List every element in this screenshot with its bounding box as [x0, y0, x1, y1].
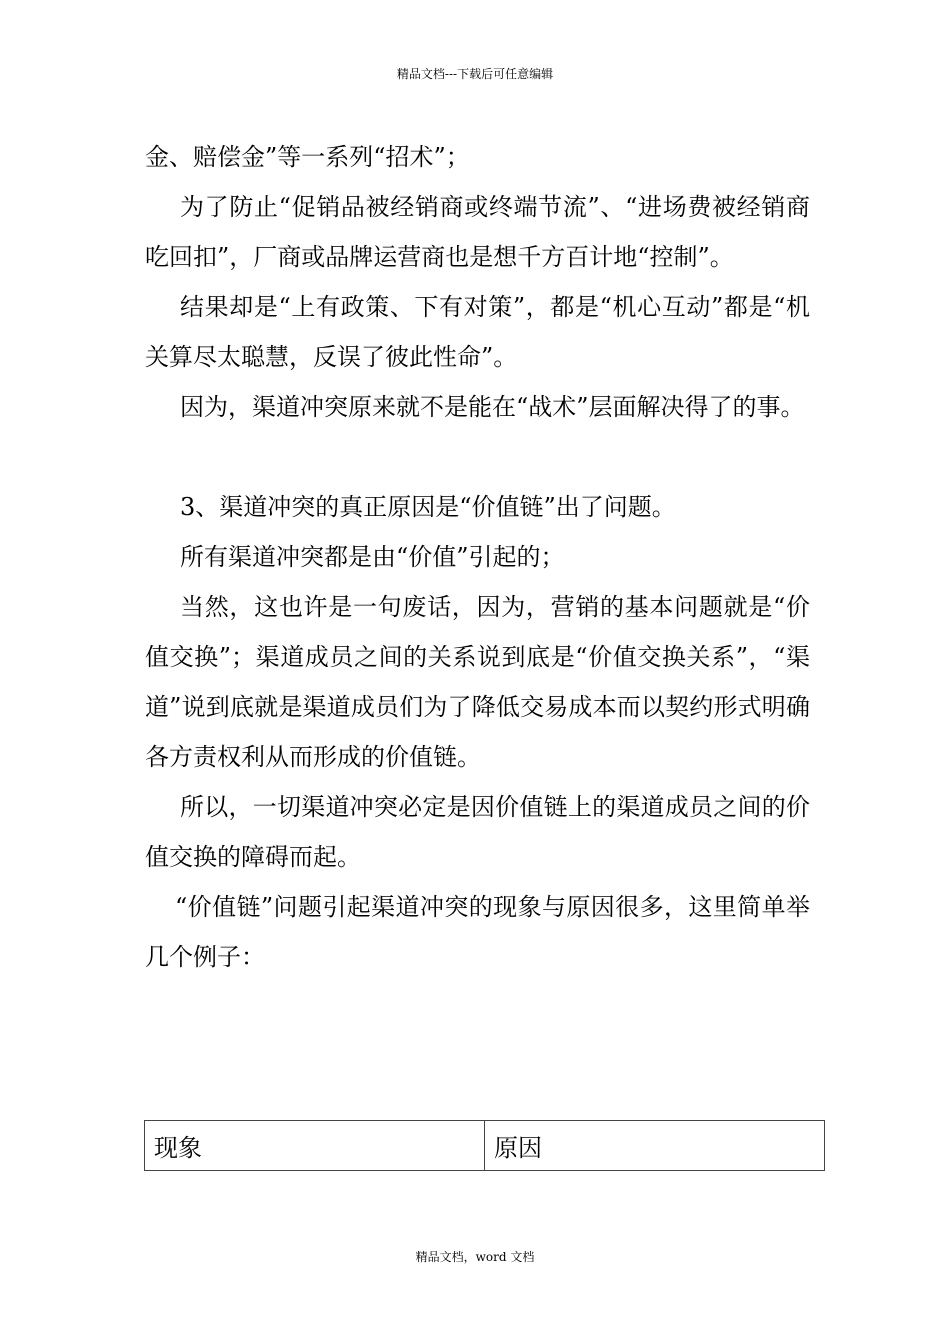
- paragraph: “价值链”问题引起渠道冲突的现象与原因很多，这里简单举几个例子：: [145, 893, 810, 971]
- page-header: 精品文档---下载后可任意编辑: [396, 67, 554, 81]
- paragraph-continuation: 金、赔偿金”等一系列“招术”；: [145, 143, 470, 171]
- paragraph: 所有渠道冲突都是由“价值”引起的；: [180, 543, 565, 571]
- document-body: [145, 132, 810, 982]
- section-heading: 3、渠道冲突的真正原因是“价值链”出了问题。: [180, 493, 676, 521]
- paragraph: 当然，这也许是一句废话，因为，营销的基本问题就是“价值交换”；渠道成员之间的关系说到底是“价值交换关系”，“渠道”说到底就是渠道成员们为了降低交易成本而以契约形式明确各方责权利从而形成的价值链。: [145, 593, 810, 771]
- table-header-row: [145, 1121, 825, 1171]
- blank-line: [145, 432, 810, 482]
- comparison-table: [144, 1120, 825, 1171]
- paragraph: 因为，渠道冲突原来就不是能在“战术”层面解决得了的事。: [180, 393, 805, 421]
- table-header-reason: 原因: [485, 1121, 825, 1171]
- page-footer: 精品文档，word 文档: [415, 1250, 535, 1264]
- paragraph: 结果却是“上有政策、下有对策”，都是“机心互动”都是“机关算尽太聪慧，反误了彼此性命”。: [145, 293, 810, 371]
- table-header-phenomenon: 现象: [145, 1121, 485, 1171]
- paragraph: 所以，一切渠道冲突必定是因价值链上的渠道成员之间的价值交换的障碍而起。: [145, 793, 810, 871]
- paragraph: 为了防止“促销品被经销商或终端节流”、“进场费被经销商吃回扣”，厂商或品牌运营商也是想千方百计地“控制”。: [145, 193, 810, 271]
